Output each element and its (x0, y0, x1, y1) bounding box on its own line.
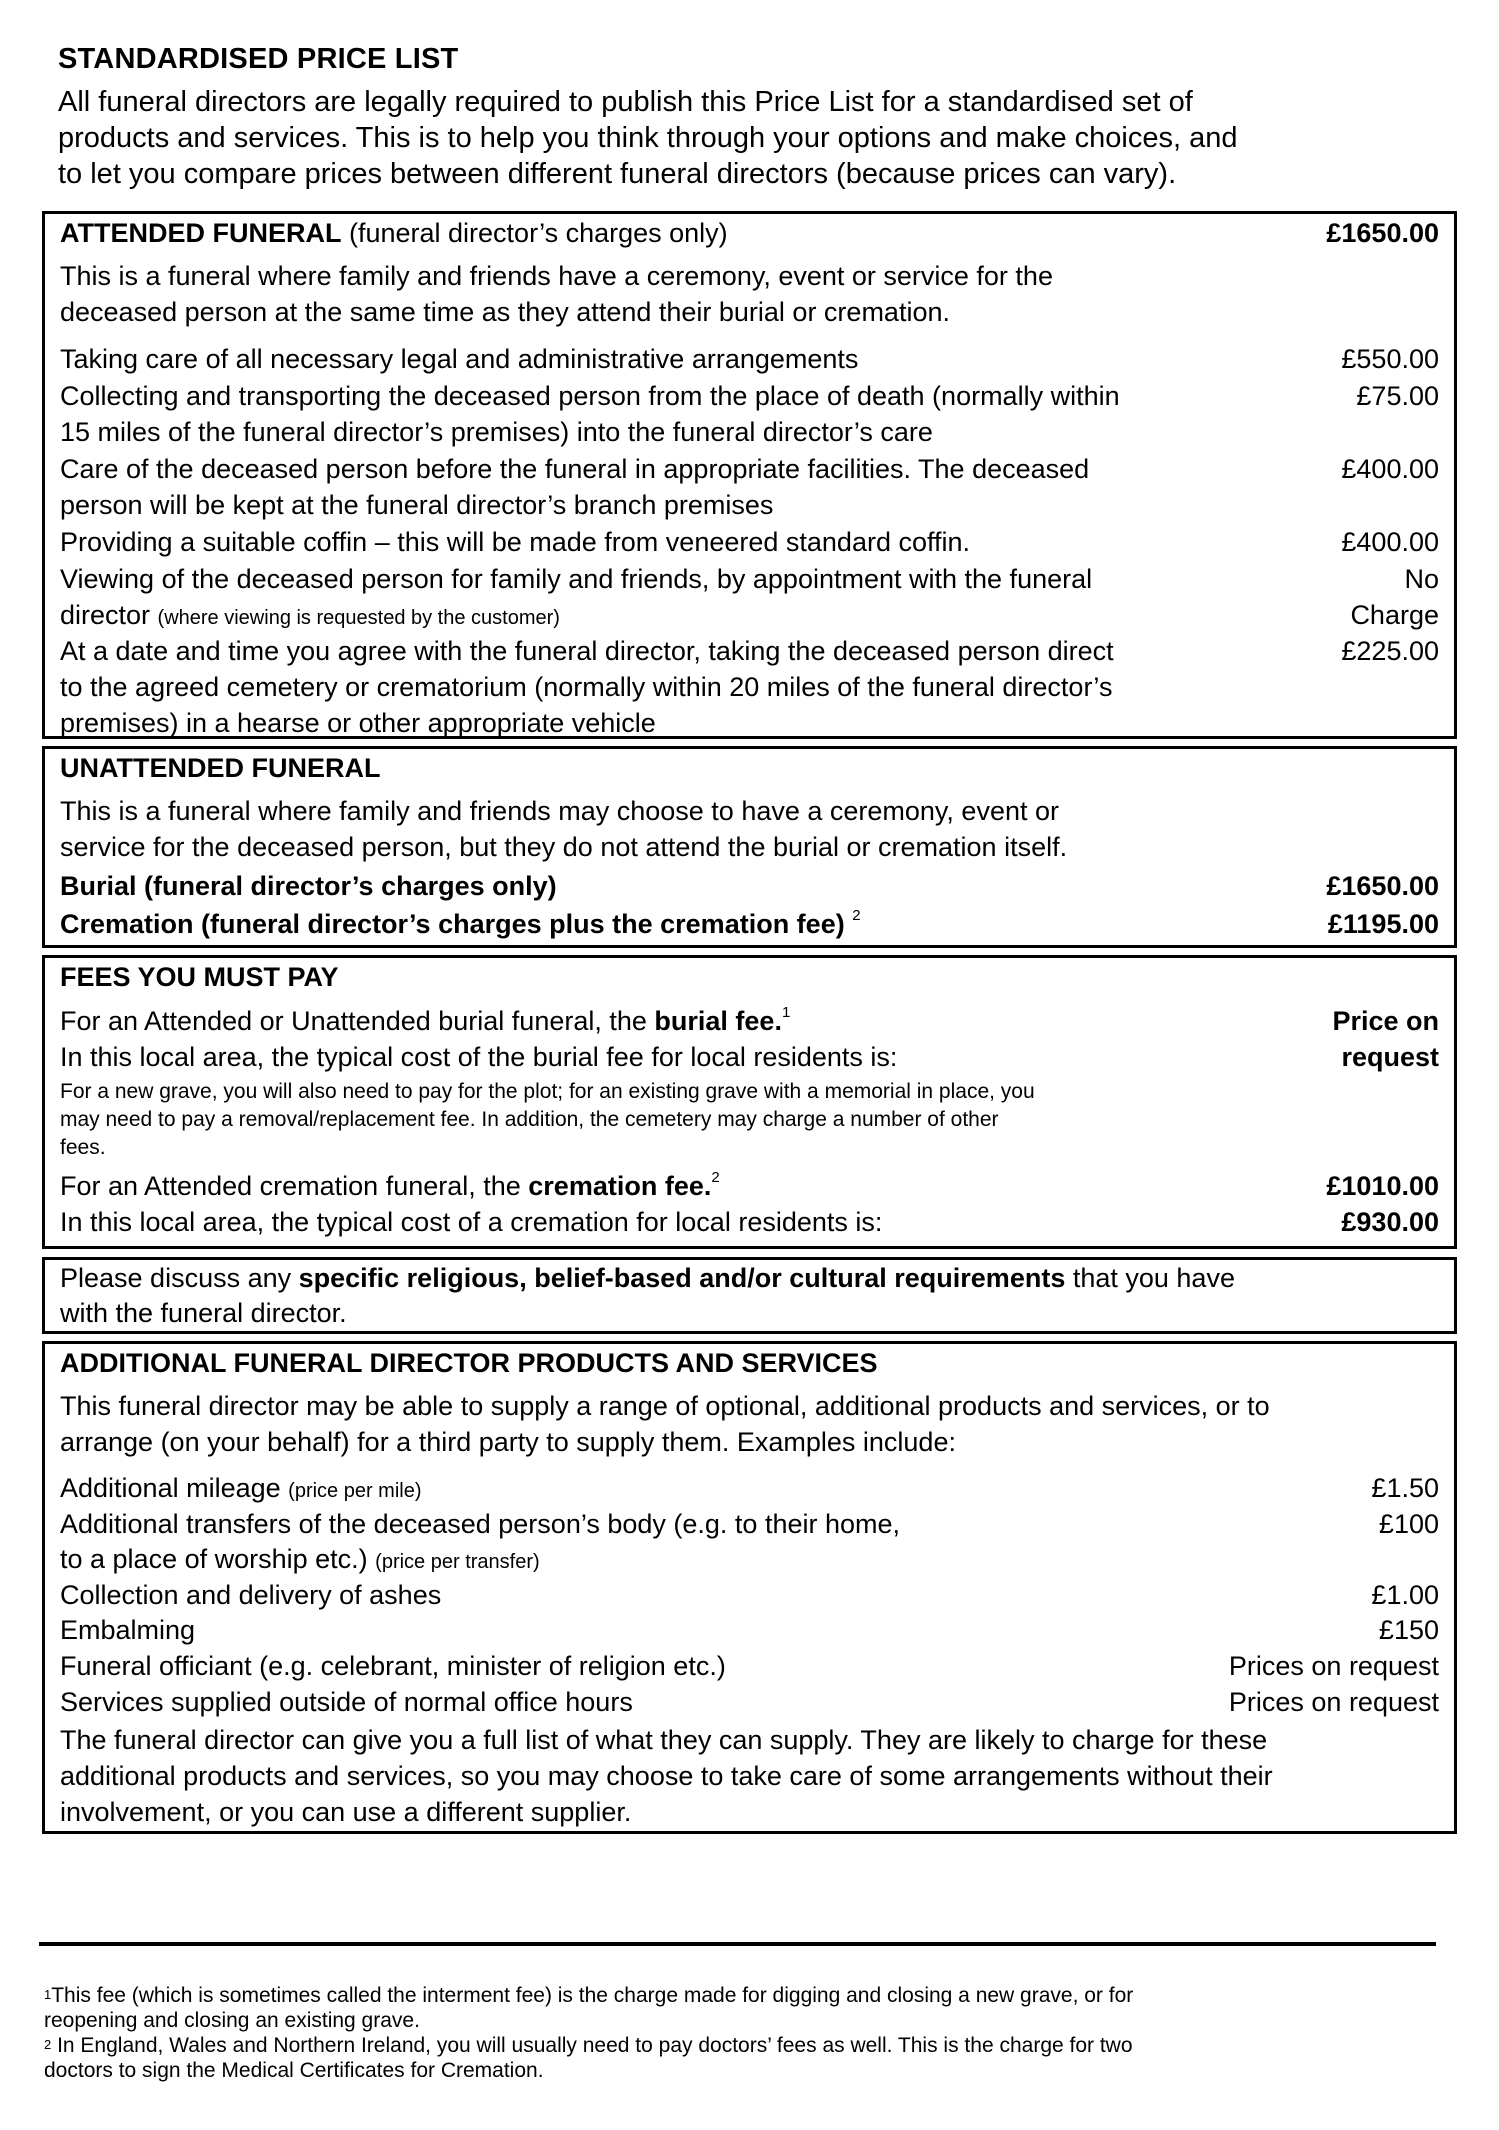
unattended-heading: UNATTENDED FUNERAL (60, 753, 381, 783)
additional-description: arrange (on your behalf) for a third party to supply them. Examples include: (60, 1427, 956, 1457)
footnote-2: $^2$ In England, Wales and Northern Ireland, you will usually need to pay doctors’ fees as well. This is the charge for two (44, 2034, 1133, 2057)
item-price: £400.00 (1341, 454, 1439, 484)
item-price: £225.00 (1341, 636, 1439, 666)
burial-fee-price: Price on (1332, 1006, 1439, 1036)
item-price: No (1404, 564, 1439, 594)
fees-section: FEES YOU MUST PAY For an Attended or Unattended burial funeral, the burial fee.$^1$ Price on In this local area, the typical cost of the burial fee for local residents is: request For a new grave, you will also need to pay for the plot; for an existing grave with a memorial in place, you may need to pay a removal/replacement fee. In addition, the cemetery may charge a number of other fees. For an Attended cremation funeral, the cremation fee.$^2$ £1010.00 In this local area, the typical cost of a cremation for local residents is: £930.00 (42, 955, 1457, 1249)
attended-description: deceased person at the same time as they attend their burial or cremation. (60, 297, 950, 327)
cremation-fee-price: £1010.00 (1326, 1171, 1439, 1201)
item-price: Prices on request (1228, 1651, 1439, 1681)
additional-closing: The funeral director can give you a full list of what they can supply. They are likely to charge for these (60, 1725, 1268, 1755)
intro-paragraph (58, 84, 1478, 192)
footnote-ref[interactable]: 2 (711, 1169, 720, 1186)
item-price: £1.50 (1371, 1473, 1439, 1503)
additional-description: This funeral director may be able to supply a range of optional, additional products and services, or to (60, 1391, 1270, 1421)
item-price: £100 (1378, 1509, 1439, 1539)
footnote-1: $^1$This fee (which is sometimes called the interment fee) is the charge made for digging and closing a new grave, or for (44, 1984, 1134, 2007)
attended-heading: ATTENDED FUNERAL (funeral director’s charges only) (60, 218, 728, 248)
footnotes: $^1$This fee (which is sometimes called the interment fee) is the charge made for digging and closing a new grave, or for reopening and closing an existing grave. $^2$ In England, Wales and Northern Ireland, you will usually need to pay doctors’ fees as well. This is the charge for two doctors to sign the Medical Certificates for Cremation. (44, 1983, 1464, 2083)
intro-line: All funeral directors are legally required to publish this Price List for a standardised set of (58, 86, 1193, 118)
item-price: £550.00 (1341, 344, 1439, 374)
religious-requirements-note: Please discuss any specific religious, belief-based and/or cultural requirements that you have with the funeral director. (42, 1257, 1457, 1334)
footnote-separator (39, 1942, 1436, 1946)
intro-line: to let you compare prices between different funeral directors (because prices can vary). (58, 158, 1177, 190)
unattended-description: This is a funeral where family and friends may choose to have a ceremony, event or (60, 796, 1059, 826)
burial-note: fees. (60, 1136, 106, 1159)
additional-closing: additional products and services, so you may choose to take care of some arrangements without their (60, 1761, 1273, 1791)
item-price: £75.00 (1356, 381, 1439, 411)
burial-note: For a new grave, you will also need to pay for the plot; for an existing grave with a memorial in place, you (60, 1080, 1035, 1103)
additional-services-section: ADDITIONAL FUNERAL DIRECTOR PRODUCTS AND SERVICES This funeral director may be able to supply a range of optional, additional products and services, or to arrange (on your behalf) for a third party to supply them. Examples include: Additional mileage (price per mile) £1.50 Additional transfers of the deceased person’s body (e.g. to their home, £100 to a place of worship etc.) (price per transfer) Collection and delivery of ashes £1.00 Embalming £150 Funeral officiant (e.g. celebrant, minister of religion etc.) Prices on request Services supplied outside of normal office hours Prices on request The funeral director can give you a full list of what they can supply. They are likely to charge for these additional products and services, so you may choose to take care of some arrangements without their involvement, or you can use a different supplier. (42, 1341, 1457, 1834)
burial-local-cost: In this local area, the typical cost of the burial fee for local residents is: (60, 1042, 898, 1072)
item-note: (where viewing is requested by the customer) (157, 607, 560, 629)
footnote-ref[interactable]: 2 (852, 907, 861, 924)
burial-price: £1650.00 (1326, 871, 1439, 901)
additional-closing: involvement, or you can use a different supplier. (60, 1797, 632, 1827)
fees-heading: FEES YOU MUST PAY (60, 962, 339, 992)
intro-line: products and services. This is to help you think through your options and make choices, and (58, 122, 1238, 154)
item-price: £150 (1378, 1615, 1439, 1645)
cremation-local-price: £930.00 (1341, 1207, 1439, 1237)
attended-description: This is a funeral where family and friends have a ceremony, event or service for the (60, 261, 1053, 291)
additional-heading: ADDITIONAL FUNERAL DIRECTOR PRODUCTS AND SERVICES (60, 1348, 878, 1378)
item-price: Prices on request (1228, 1687, 1439, 1717)
attended-funeral-section: ATTENDED FUNERAL (funeral director’s charges only) £1650.00 This is a funeral where family and friends have a ceremony, event or service for the deceased person at the same time as they attend their burial or cremation. Taking care of all necessary legal and administrative arrangements £550.00 Collecting and transporting the deceased person from the place of death (normally within £75.00 15 miles of the funeral director’s premises) into the funeral director’s care Care of the deceased person before the funeral in appropriate facilities. The deceased £400.00 person will be kept at the funeral director’s branch premises Providing a suitable coffin – this will be made from veneered standard coffin. £400.00 Viewing of the deceased person for family and friends, by appointment with the funeral No director (where viewing is requested by the customer) Charge At a date and time you agree with the funeral director, taking the deceased person direct £225.00 to the agreed cemetery or crematorium (normally within 20 miles of the funeral director’s premises) in a hearse or other appropriate vehicle (42, 211, 1457, 739)
item-price: £400.00 (1341, 527, 1439, 557)
cremation-local-cost: In this local area, the typical cost of a cremation for local residents is: (60, 1207, 883, 1237)
item-price: £1.00 (1371, 1580, 1439, 1610)
footnote-ref[interactable]: 1 (781, 1004, 791, 1021)
unattended-funeral-section: UNATTENDED FUNERAL This is a funeral where family and friends may choose to have a ceremony, event or service for the deceased person, but they do not attend the burial or cremation itself. Burial (funeral director’s charges only) £1650.00 Cremation (funeral director’s charges plus the cremation fee) $^2$ £1195.00 (42, 746, 1457, 948)
burial-note: may need to pay a removal/replacement fee. In addition, the cemetery may charge a number of other (60, 1108, 999, 1131)
unattended-description: service for the deceased person, but they do not attend the burial or cremation itself. (60, 832, 1068, 862)
cremation-price: £1195.00 (1327, 909, 1439, 939)
page-title: STANDARDISED PRICE LIST (58, 43, 459, 75)
attended-total-price: £1650.00 (1326, 218, 1439, 248)
